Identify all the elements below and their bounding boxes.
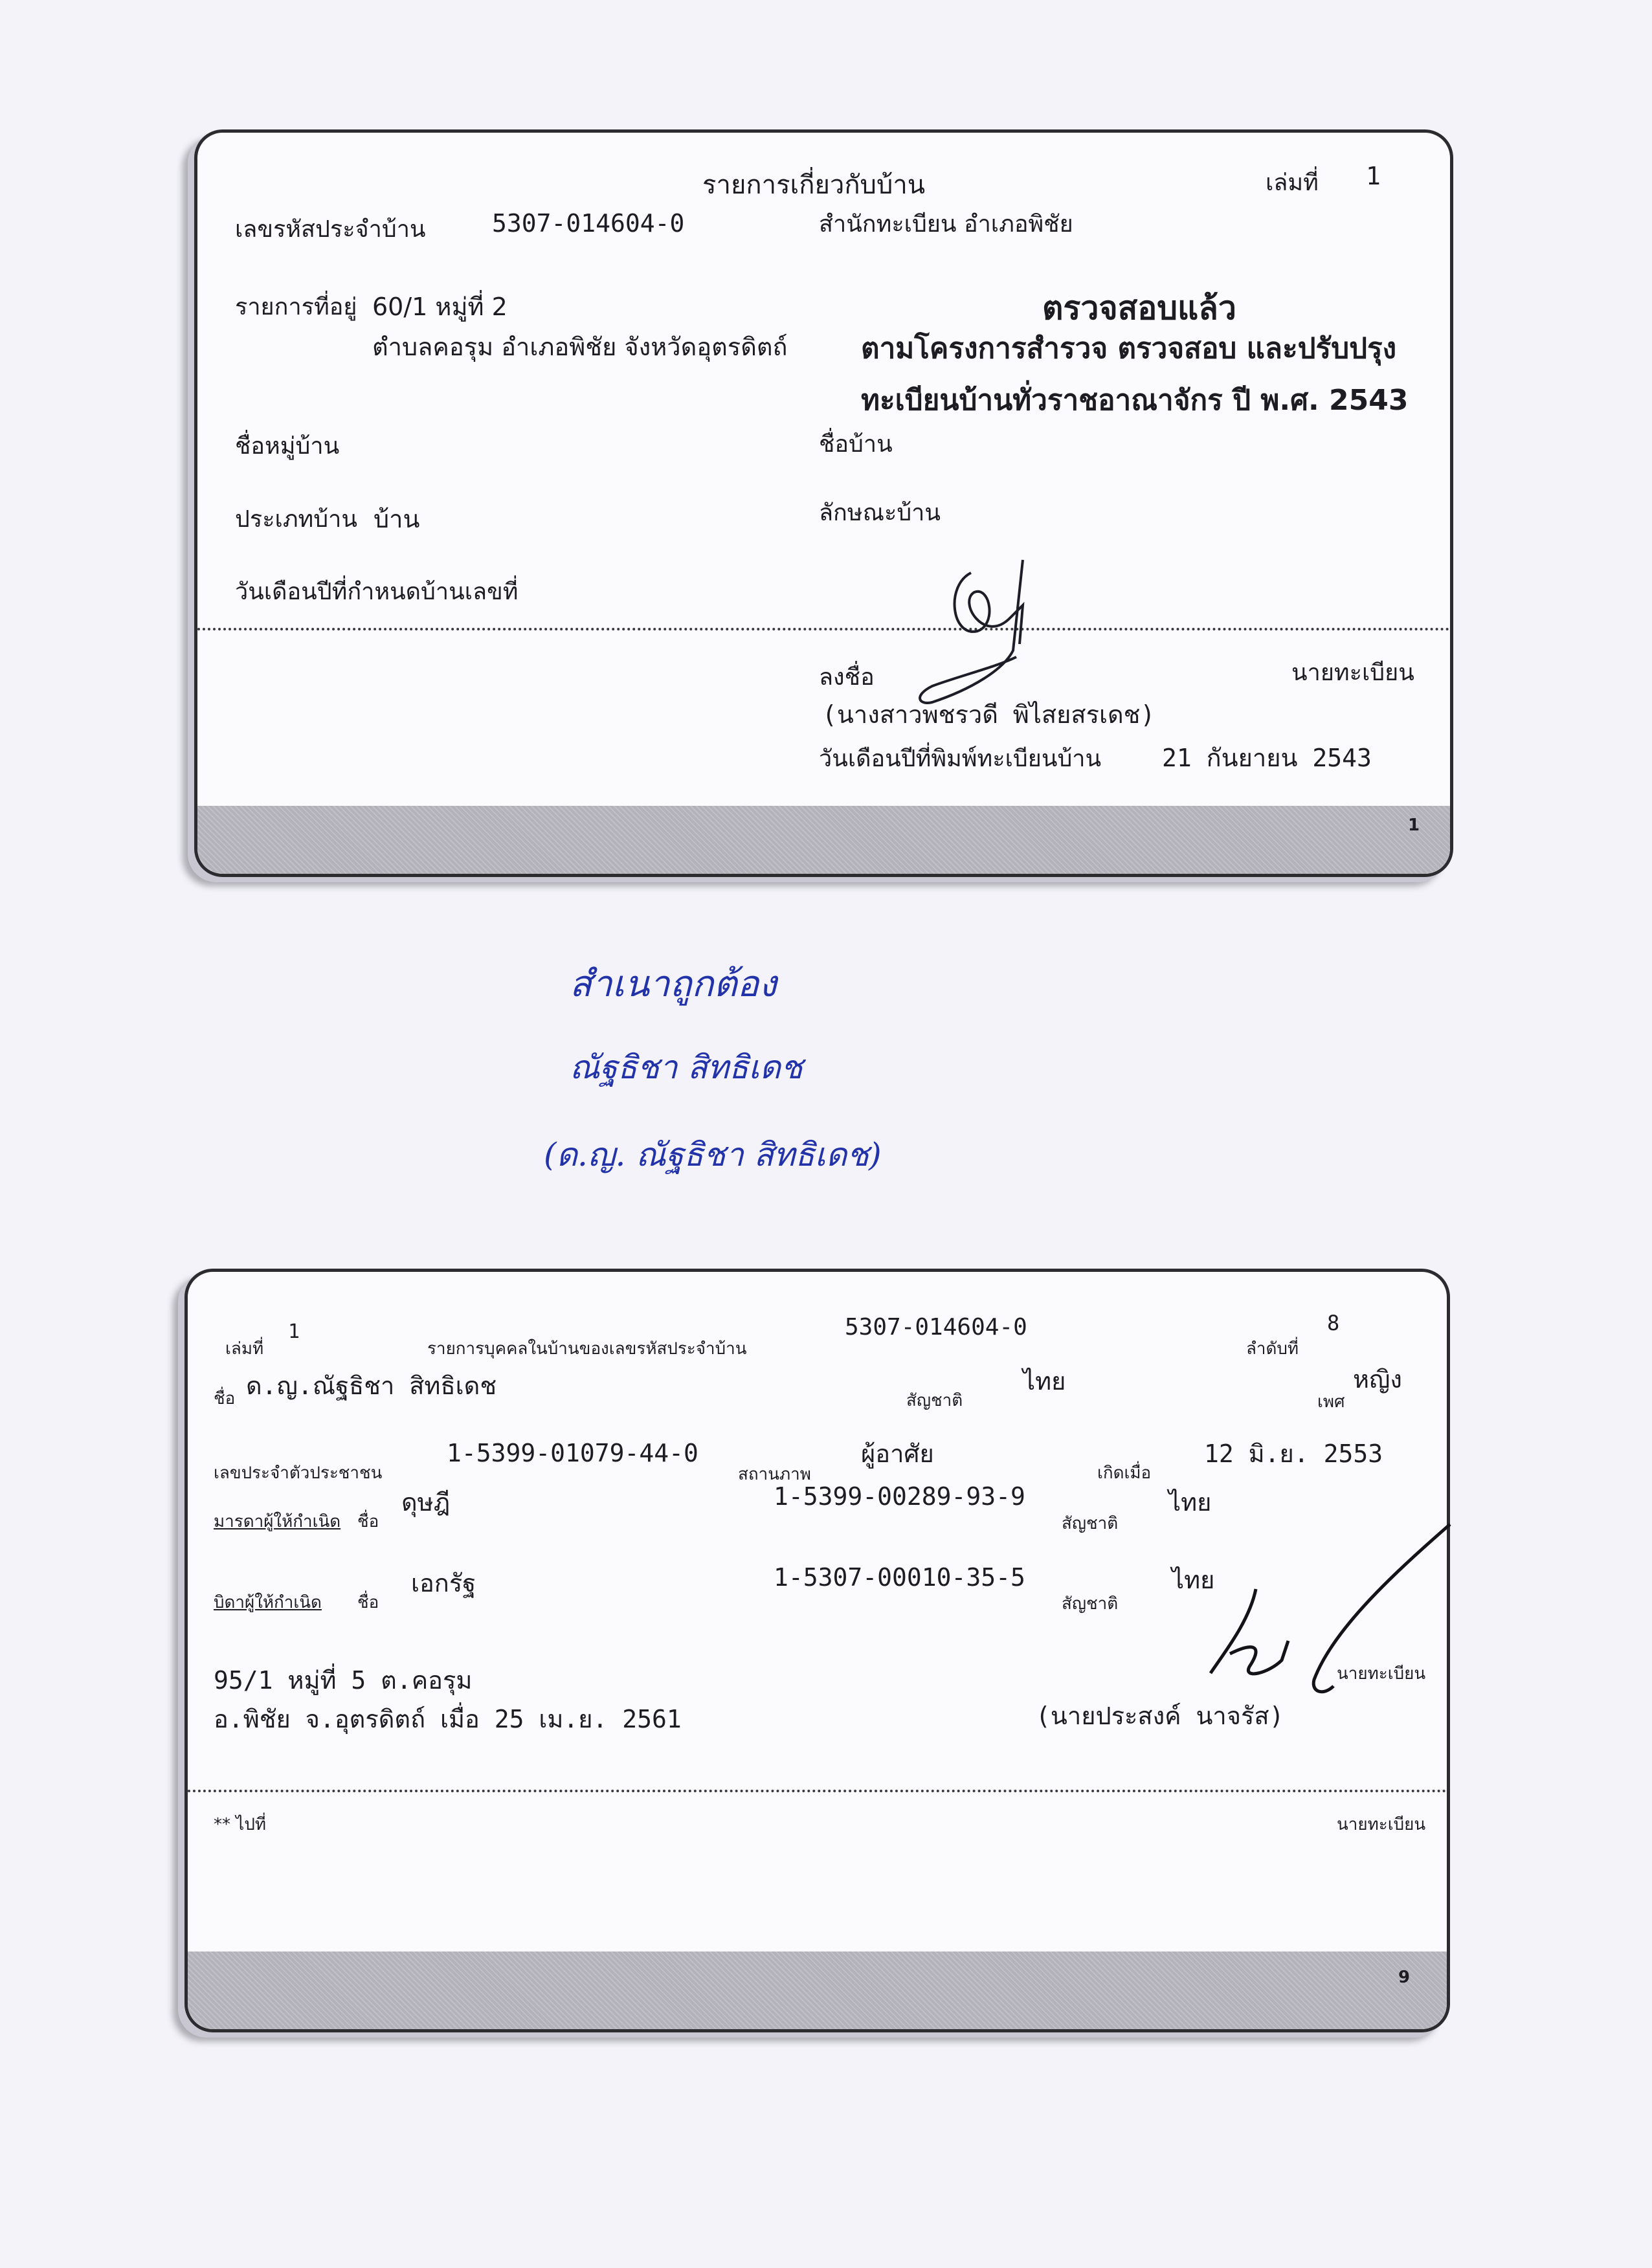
house-details-card: [194, 129, 1453, 877]
date-assigned-label: วันเดือนปีที่กำหนดบ้านเลขที่: [235, 579, 519, 605]
registrar-title: นายทะเบียน: [1291, 660, 1414, 686]
citizen-id: 1-5399-01079-44-0: [447, 1439, 698, 1467]
birth-date: 12 มิ.ย. 2553: [1204, 1440, 1383, 1468]
print-date: 21 กันยายน 2543: [1162, 744, 1372, 772]
father-label: บิดาผู้ให้กำเนิด: [214, 1593, 322, 1612]
father-id: 1-5307-00010-35-5: [774, 1563, 1025, 1592]
house-type-label: ประเภทบ้าน: [235, 506, 357, 533]
book-number: 1: [288, 1320, 300, 1343]
father-nationality-label: สัญชาติ: [1062, 1594, 1119, 1614]
moved-to-label: ** ไปที่: [214, 1815, 266, 1834]
father-name-label: ชื่อ: [357, 1593, 379, 1612]
mother-label: มารดาผู้ให้กำเนิด: [214, 1512, 341, 1531]
house-character-label: ลักษณะบ้าน: [819, 500, 941, 526]
registrar-name: (นางสาวพชรวดี พิไสยสรเดช): [822, 700, 1155, 729]
house-code: 5307-014604-0: [845, 1314, 1027, 1340]
moved-from-line1: 95/1 หมู่ที่ 5 ต.คอรุม: [214, 1666, 473, 1695]
book-number: 1: [1366, 162, 1381, 190]
house-name-label: ชื่อบ้าน: [819, 431, 893, 458]
order-number: 8: [1327, 1311, 1340, 1335]
sex: หญิง: [1353, 1365, 1402, 1394]
address-line1: 60/1 หมู่ที่ 2: [372, 293, 508, 321]
registrar-signature: [893, 547, 1088, 715]
village-label: ชื่อหมู่บ้าน: [235, 433, 340, 460]
name-label: ชื่อ: [214, 1389, 236, 1408]
verified-stamp-line2: ตามโครงการสำรวจ ตรวจสอบ และปรับปรุง: [861, 332, 1397, 365]
page-number: 9: [1398, 1968, 1411, 1987]
sign-label: ลงชื่อ: [819, 664, 875, 691]
registrar-name: (นายประสงค์ นาจรัส): [1036, 1702, 1284, 1730]
handwritten-printed-name: (ด.ญ. ณัฐธิชา สิทธิเดช): [544, 1136, 882, 1173]
house-code-label: เลขรหัสประจำบ้าน: [235, 216, 426, 243]
mother-id: 1-5399-00289-93-9: [774, 1482, 1025, 1511]
address-line2: ตำบลคอรุม อำเภอพิชัย จังหวัดอุตรดิตถ์: [372, 333, 788, 361]
house-type: บ้าน: [374, 505, 420, 533]
mother-nationality: ไทย: [1168, 1488, 1212, 1517]
father-name: เอกรัฐ: [411, 1569, 476, 1597]
person-details-card: [184, 1269, 1450, 2032]
person-name: ด.ญ.ณัฐธิชา สิทธิเดช: [246, 1372, 497, 1400]
id-label: เลขประจำตัวประชาชน: [214, 1463, 383, 1483]
born-label: เกิดเมื่อ: [1097, 1463, 1152, 1483]
father-nationality: ไทย: [1172, 1566, 1215, 1594]
verified-stamp-line3: ทะเบียนบ้านทั่วราชอาณาจักร ปี พ.ศ. 2543: [861, 384, 1409, 417]
mother-name-label: ชื่อ: [357, 1512, 379, 1531]
card-footer-band: [197, 806, 1450, 874]
certified-copy-note: สำเนาถูกต้อง: [570, 963, 777, 1005]
registrar-title-2: นายทะเบียน: [1337, 1815, 1426, 1834]
registry-office: สำนักทะเบียน อำเภอพิชัย: [819, 211, 1073, 238]
mother-nationality-label: สัญชาติ: [1062, 1514, 1119, 1533]
house-code: 5307-014604-0: [492, 209, 685, 238]
card-footer-band: [188, 1951, 1447, 2029]
status-label: สถานภาพ: [738, 1465, 811, 1484]
handwritten-signature: ณัฐธิชา สิทธิเดช: [570, 1049, 803, 1086]
moved-from-line2: อ.พิชัย จ.อุตรดิตถ์ เมื่อ 25 เม.ย. 2561: [214, 1705, 682, 1733]
sex-label: เพศ: [1317, 1392, 1345, 1412]
print-date-label: วันเดือนปีที่พิมพ์ทะเบียนบ้าน: [819, 746, 1102, 772]
book-label: เล่มที่: [1266, 170, 1319, 196]
card-title: รายการบุคคลในบ้านของเลขรหัสประจำบ้าน: [427, 1339, 747, 1359]
residency-status: ผู้อาศัย: [861, 1440, 934, 1468]
book-label: เล่มที่: [225, 1339, 264, 1359]
divider: [188, 1790, 1447, 1792]
divider: [197, 628, 1450, 630]
registrar-title: นายทะเบียน: [1337, 1664, 1426, 1684]
nationality: ไทย: [1023, 1367, 1066, 1395]
verified-stamp-line1: ตรวจสอบแล้ว: [1042, 289, 1236, 327]
nationality-label: สัญชาติ: [906, 1391, 963, 1410]
address-label: รายการที่อยู่: [235, 294, 357, 320]
mother-name: ดุษฎี: [401, 1488, 451, 1517]
order-label: ลำดับที่: [1246, 1339, 1299, 1359]
card-title: รายการเกี่ยวกับบ้าน: [702, 170, 926, 200]
page-number: 1: [1408, 816, 1420, 835]
